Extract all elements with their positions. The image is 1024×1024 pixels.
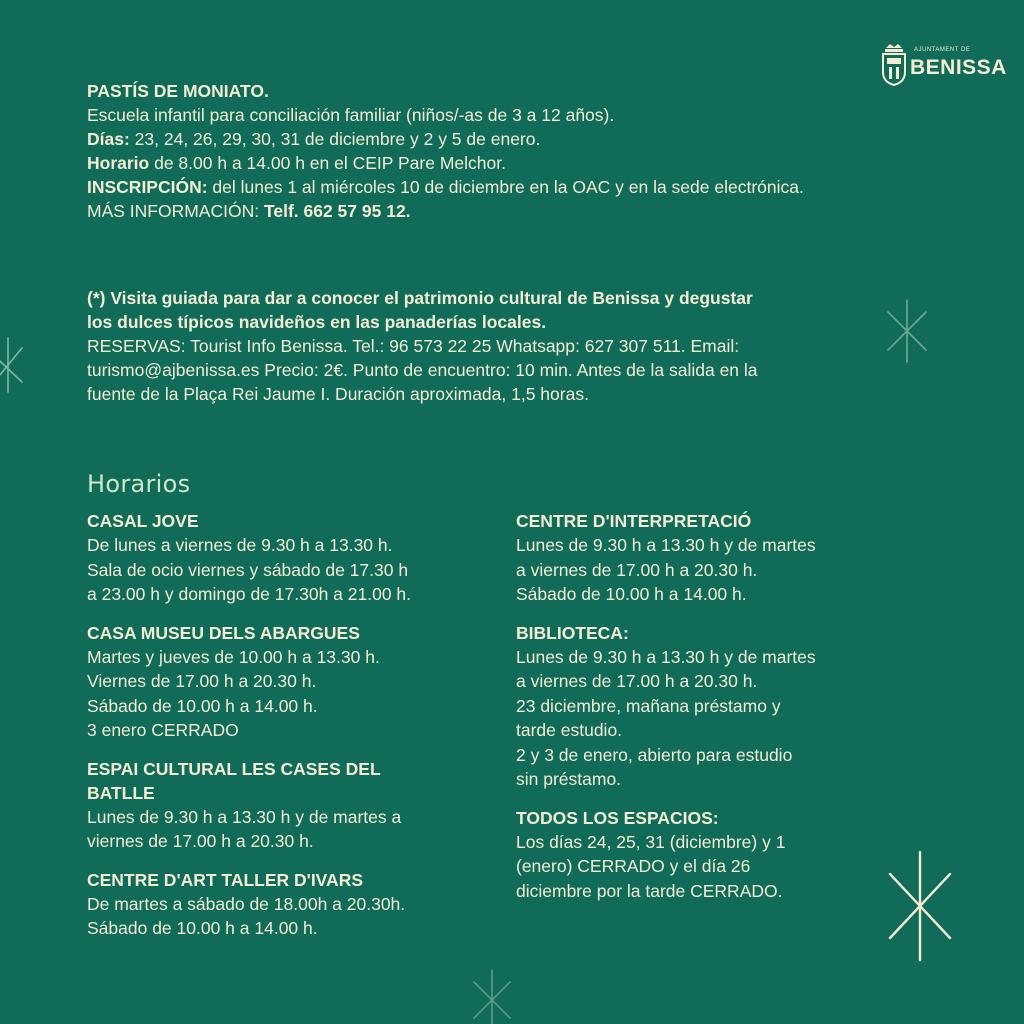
days-label: Días: bbox=[87, 129, 130, 149]
schedule-entry bbox=[516, 621, 936, 792]
schedule-entry bbox=[87, 757, 507, 854]
entry-text: Lunes de 9.30 h a 13.30 h y de martes a viernes de 17.00 h a 20.30 h. 23 diciembre, mañana préstamo y tarde estudio. 2 y 3 de enero, abierto para estudio sin préstamo. bbox=[516, 646, 816, 789]
info-phone: Telf. 662 57 95 12. bbox=[263, 201, 411, 221]
schedules-title: Horarios bbox=[87, 470, 191, 498]
schedules-right-column bbox=[516, 509, 936, 917]
days-text: 23, 24, 26, 29, 30, 31 de diciembre y 2 y 5 de enero. bbox=[129, 129, 541, 149]
visit-heading: (*) Visita guiada para dar a conocer el patrimonio cultural de Benissa y degustar los dulces típicos navideños en las panaderías locales. bbox=[87, 288, 753, 332]
schedule-entry bbox=[516, 509, 936, 607]
inscription-text: del lunes 1 al miércoles 10 de diciembre en la OAC y en la sede electrónica. bbox=[207, 177, 804, 197]
entry-heading: CENTRE D'ART TALLER D'IVARS bbox=[87, 869, 364, 890]
schedule-entry bbox=[516, 806, 936, 904]
schedules-left-column bbox=[87, 509, 507, 955]
pastis-info-block bbox=[87, 79, 847, 223]
info-label: MÁS INFORMACIÓN: bbox=[87, 201, 264, 221]
logo-subtitle: AJUNTAMENT DE bbox=[914, 47, 971, 53]
schedule-entry bbox=[87, 868, 507, 941]
entry-text: Los días 24, 25, 31 (diciembre) y 1 (enero) CERRADO y el día 26 diciembre por la tarde CERRADO. bbox=[516, 831, 786, 901]
entry-text: De lunes a viernes de 9.30 h a 13.30 h. Sala de ocio viernes y sábado de 17.30 h a 23.00 h y domingo de 17.30h a 21.00 h. bbox=[87, 535, 412, 604]
schedule-line bbox=[87, 151, 847, 175]
sparkle-star-icon bbox=[470, 968, 514, 1024]
schedule-entry bbox=[87, 509, 507, 607]
benissa-logo bbox=[880, 42, 1007, 88]
schedule-label: Horario bbox=[87, 153, 150, 173]
entry-heading: CENTRE D'INTERPRETACIÓ bbox=[516, 511, 752, 531]
sparkle-star-icon bbox=[884, 298, 930, 364]
entry-text: De martes a sábado de 18.00h a 20.30h. Sábado de 10.00 h a 14.00 h. bbox=[87, 893, 406, 938]
info-line bbox=[87, 199, 847, 223]
pastis-title: PASTÍS DE MONIATO. bbox=[87, 81, 269, 101]
entry-heading: CASA MUSEU DELS ABARGUES bbox=[87, 622, 360, 643]
entry-text: Martes y jueves de 10.00 h a 13.30 h. Viernes de 17.00 h a 20.30 h. Sábado de 10.00 h a 14.00 h. 3 enero CERRADO bbox=[87, 646, 380, 740]
benissa-shield-icon bbox=[880, 42, 908, 86]
inscription-line bbox=[87, 175, 807, 199]
schedule-text: de 8.00 h a 14.00 h en el CEIP Pare Melchor. bbox=[149, 153, 506, 173]
school-line: Escuela infantil para conciliación familiar (niños/-as de 3 a 12 años). bbox=[87, 105, 615, 125]
entry-heading: TODOS LOS ESPACIOS: bbox=[516, 807, 719, 828]
entry-heading: CASAL JOVE bbox=[87, 511, 199, 531]
days-line bbox=[87, 127, 847, 151]
entry-heading: ESPAI CULTURAL LES CASES DEL BATLLE bbox=[87, 758, 381, 803]
schedule-entry bbox=[87, 621, 507, 743]
visit-text: RESERVAS: Tourist Info Benissa. Tel.: 96 573 22 25 Whatsapp: 627 307 511. Email: turismo@ajbenissa.es Precio: 2€. Punto de encuentro: 10 min. Antes de la salida en la fuente de la Plaça Rei Jaume I. Duración aproximada, 1,5 horas. bbox=[87, 336, 758, 404]
entry-text: Lunes de 9.30 h a 13.30 h y de martes a viernes de 17.00 h a 20.30 h. Sábado de 10.00 h a 14.00 h. bbox=[516, 535, 816, 604]
entry-heading: BIBLIOTECA: bbox=[516, 622, 629, 643]
guided-visit-block bbox=[87, 286, 847, 406]
sparkle-star-icon bbox=[884, 848, 956, 964]
entry-text: Lunes de 9.30 h a 13.30 h y de martes a viernes de 17.00 h a 20.30 h. bbox=[87, 806, 402, 851]
inscription-label: INSCRIPCIÓN: bbox=[87, 177, 208, 197]
sparkle-star-icon bbox=[0, 336, 26, 394]
logo-name: BENISSA bbox=[910, 56, 1007, 79]
